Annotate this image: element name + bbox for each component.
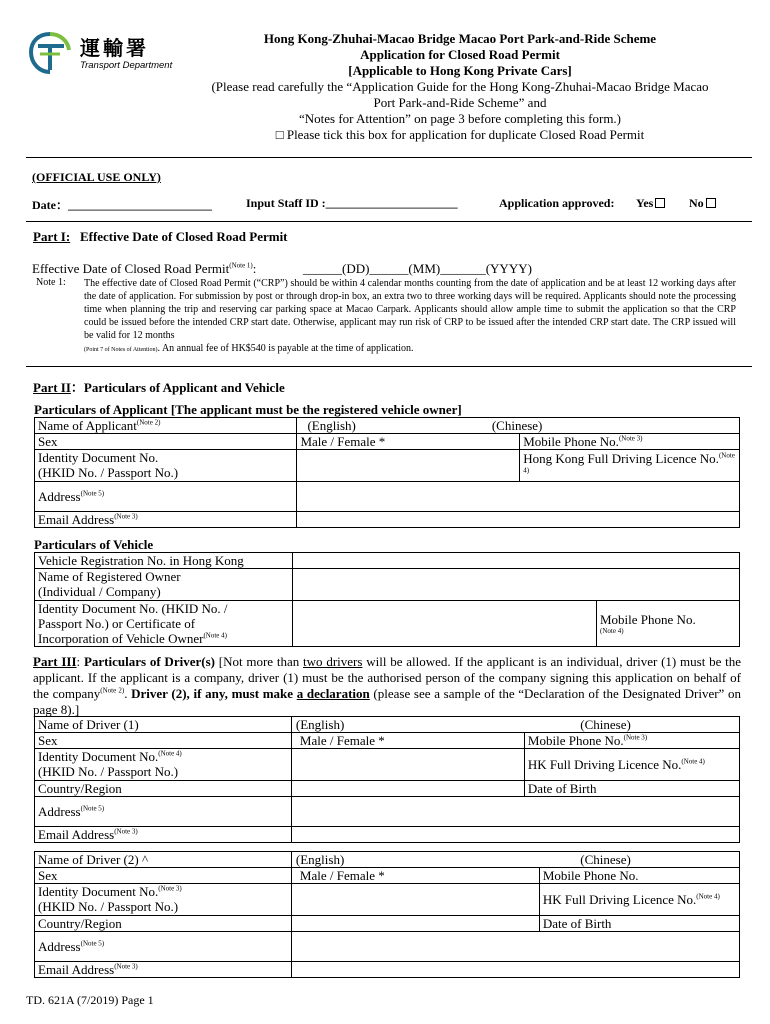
driver1-table <box>34 716 740 843</box>
note1-text <box>84 277 736 357</box>
applicant-id-field[interactable] <box>297 450 520 482</box>
part3-text: (please see a sample of the “Declaration of the Designated Driver” on page 8).] <box>33 686 741 717</box>
part1-heading <box>33 229 288 245</box>
driver2-name-field[interactable]: (English) (Chinese) <box>291 852 739 868</box>
header-title: Hong Kong-Zhuhai-Macao Bridge Macao Port Park-and-Ride Scheme <box>263 31 657 46</box>
driver1-email-field[interactable] <box>291 827 739 843</box>
note1-tail: . An annual fee of HK$540 is payable at the time of application. <box>157 343 414 354</box>
applicant-sex-label: Sex <box>35 434 297 450</box>
divider <box>26 366 752 367</box>
part3-text: . <box>124 686 132 701</box>
owner-name-field[interactable] <box>293 569 740 601</box>
owner-name-label: Name of Registered Owner (Individual / Company) <box>35 569 293 601</box>
header-applicability: [Applicable to Hong Kong Private Cars] <box>348 63 572 78</box>
driver2-address-label: Address$^{(Note 5)}$ <box>35 932 292 962</box>
transport-department-logo <box>28 30 178 78</box>
applicant-mobile-field[interactable]: Mobile Phone No.$^{(Note 3)}$ <box>520 434 740 450</box>
no-checkbox[interactable] <box>706 198 716 208</box>
note1-label: Note 1: <box>36 277 66 288</box>
official-date-field[interactable]: Date：________________________ <box>32 198 212 212</box>
driver1-country-field[interactable] <box>291 781 524 797</box>
effective-date-text: Effective Date of Closed Road Permit <box>32 261 230 276</box>
vehicle-table <box>34 552 740 647</box>
driver2-name-label: Name of Driver (2) ^ <box>35 852 292 868</box>
form-header <box>180 31 740 143</box>
part2-heading <box>33 377 285 396</box>
driver2-declaration-text: Driver (2), if any, must make <box>131 686 297 701</box>
driver1-dob-field[interactable]: Date of Birth <box>524 781 739 797</box>
driver2-id-label: Identity Document No.$^{(Note 3)}$ (HKID No. / Passport No.) <box>35 884 292 916</box>
driver1-licence-field[interactable]: HK Full Driving Licence No.$^{(Note 4)}$ <box>524 749 739 781</box>
driver1-email-label: Email Address$^{(Note 3)}$ <box>35 827 292 843</box>
applicant-sex-field[interactable]: Male / Female * <box>297 434 520 450</box>
driver1-name-field[interactable]: (English) (Chinese) <box>291 717 739 733</box>
logo-english-text: Transport Department <box>80 60 173 71</box>
note2-ref: (Note 2) <box>100 686 125 695</box>
applicant-name-label: Name of Applicant$^{(Note 2)}$ <box>35 418 297 434</box>
applicant-section-title: Particulars of Applicant [The applicant must be the registered vehicle owner] <box>34 402 462 417</box>
driver1-country-label: Country/Region <box>35 781 292 797</box>
driver1-name-label: Name of Driver (1) <box>35 717 292 733</box>
driver1-sex-field[interactable]: Male / Female * <box>291 733 524 749</box>
header-instruction-1: (Please read carefully the “Application Guide for the Hong Kong-Zhuhai-Macao Bridge Macao <box>211 79 709 94</box>
two-drivers-text: two drivers <box>303 654 363 669</box>
approved-no-option[interactable] <box>689 196 716 211</box>
driver1-sex-label: Sex <box>35 733 292 749</box>
driver2-licence-field[interactable]: HK Full Driving Licence No.$^{(Note 4)}$ <box>539 884 739 916</box>
driver2-country-field[interactable] <box>291 916 539 932</box>
yes-label: Yes <box>636 196 654 210</box>
application-approved-label: Application approved: <box>499 196 615 210</box>
effective-date-input[interactable]: ______(DD)______(MM)_______(YYYY) <box>303 261 532 276</box>
part3-number: Part III <box>33 654 77 669</box>
colon: : <box>76 654 81 669</box>
driver2-mobile-field[interactable]: Mobile Phone No. <box>539 868 739 884</box>
driver2-dob-field[interactable]: Date of Birth <box>539 916 739 932</box>
note1-small-ref: (Point 7 of Notes of Attention) <box>84 347 158 353</box>
driver1-id-field[interactable] <box>291 749 524 781</box>
driver2-sex-label: Sex <box>35 868 292 884</box>
vehicle-reg-label: Vehicle Registration No. in Hong Kong <box>35 553 293 569</box>
header-instruction-3: “Notes for Attention” on page 3 before completing this form.) <box>298 111 622 126</box>
owner-mobile-field[interactable]: Mobile Phone No. (Note 4) <box>597 601 740 647</box>
part1-number: Part I: <box>33 229 71 244</box>
part2-title: ：Particulars of Applicant and Vehicle <box>70 380 285 395</box>
driver2-country-label: Country/Region <box>35 916 292 932</box>
driver1-address-field[interactable] <box>291 797 739 827</box>
driver1-mobile-field[interactable]: Mobile Phone No.$^{(Note 3)}$ <box>524 733 739 749</box>
driver2-id-field[interactable] <box>291 884 539 916</box>
staff-id-field[interactable]: Input Staff ID :______________________ <box>246 196 458 210</box>
driver2-email-label: Email Address$^{(Note 3)}$ <box>35 962 292 978</box>
td-emblem-icon <box>28 30 72 76</box>
part3-title: Particulars of Driver(s) <box>83 654 215 669</box>
driver1-address-label: Address$^{(Note 5)}$ <box>35 797 292 827</box>
page-footer: TD. 621A (7/2019) Page 1 <box>26 993 154 1007</box>
divider <box>26 157 752 158</box>
driver2-sex-field[interactable]: Male / Female * <box>291 868 539 884</box>
driver2-email-field[interactable] <box>291 962 739 978</box>
approved-yes-option[interactable] <box>636 196 665 211</box>
applicant-address-field[interactable] <box>297 482 740 512</box>
part3-text: [Not more than <box>214 654 304 669</box>
declaration-text: a declaration <box>296 686 370 701</box>
official-use-title: (OFFICIAL USE ONLY) <box>32 170 161 184</box>
part3-text: will be allowed. If the applicant is an individual, driver (1) must be the applicant. If the applicant is a company, driver (1) must be the authorised person of the company signing this application on behalf of the company <box>33 654 742 701</box>
note1-ref: (Note 1) <box>229 261 253 270</box>
applicant-id-label: Identity Document No. (HKID No. / Passport No.) <box>35 450 297 482</box>
vehicle-section-title: Particulars of Vehicle <box>34 537 154 552</box>
yes-checkbox[interactable] <box>655 198 665 208</box>
applicant-address-label: Address$^{(Note 5)}$ <box>35 482 297 512</box>
note1-body: The effective date of Closed Road Permit (“CRP”) should be within 4 calendar months counting from the date of application and be at least 12 working days after the date of application. For submission by post or through drop-in box, an extra two to three working days will be required. Applicants should note the processing time when planning the trip and reserving car parking space at Macao Carpark. Applicants should allow ample time to submit the application so that the CRP could be issued before the intended CRP start date. Otherwise, applicant may run risk of CRP to be issued after the intended CRP start date. The CRP issued will be valid for 12 months <box>84 278 736 341</box>
applicant-email-label: Email Address$^{(Note 3)}$ <box>35 512 297 528</box>
driver2-address-field[interactable] <box>291 932 739 962</box>
header-instruction-2: Port Park-and-Ride Scheme” and <box>373 95 547 110</box>
part3-intro <box>33 654 741 718</box>
divider <box>26 221 752 222</box>
driver2-table <box>34 851 740 978</box>
applicant-email-field[interactable] <box>297 512 740 528</box>
driver1-id-label: Identity Document No.$^{(Note 4)}$ (HKID No. / Passport No.) <box>35 749 292 781</box>
colon: : <box>252 261 257 276</box>
effective-date-label <box>32 261 256 277</box>
logo-chinese-text: 運輸署 <box>80 36 149 60</box>
vehicle-reg-field[interactable] <box>293 553 740 569</box>
part1-title: Effective Date of Closed Road Permit <box>79 229 288 244</box>
applicant-licence-field[interactable]: Hong Kong Full Driving Licence No.$^{(Note 4)}$ <box>520 450 740 482</box>
part2-number: Part II <box>33 380 71 395</box>
no-label: No <box>689 196 704 210</box>
owner-id-label: Identity Document No. (HKID No. / Passport No.) or Certificate of Incorporation of Vehicle Owner$^{(Note 4)}$ <box>35 601 293 647</box>
duplicate-permit-checkbox-label[interactable]: □ Please tick this box for application for duplicate Closed Road Permit <box>275 127 645 142</box>
header-subtitle: Application for Closed Road Permit <box>360 47 560 62</box>
owner-id-field[interactable] <box>293 601 597 647</box>
applicant-table <box>34 417 740 528</box>
applicant-name-field[interactable]: (English) (Chinese) <box>297 418 740 434</box>
